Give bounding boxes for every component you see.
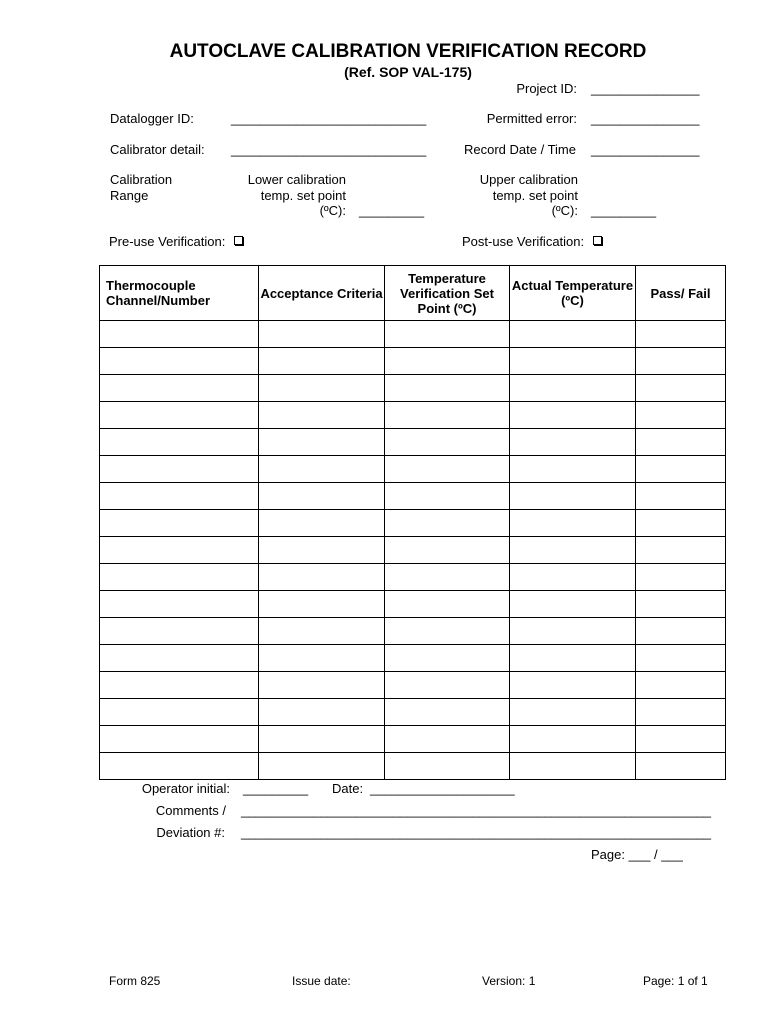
table-row bbox=[100, 672, 726, 699]
table-cell[interactable] bbox=[510, 672, 636, 699]
calibrator-detail-field[interactable]: ___________________________ bbox=[231, 142, 427, 157]
table-row bbox=[100, 510, 726, 537]
table-cell[interactable] bbox=[100, 564, 259, 591]
table-cell[interactable] bbox=[259, 348, 385, 375]
record-date-time-label: Record Date / Time bbox=[464, 142, 576, 157]
table-row bbox=[100, 537, 726, 564]
table-cell[interactable] bbox=[510, 510, 636, 537]
table-cell[interactable] bbox=[259, 618, 385, 645]
page-number-field[interactable]: ___ bbox=[628, 847, 651, 862]
upper-calibration-field[interactable]: _________ bbox=[591, 203, 657, 218]
table-cell[interactable] bbox=[636, 591, 726, 618]
table-row bbox=[100, 699, 726, 726]
deviation-label: Deviation #: bbox=[156, 825, 225, 840]
table-cell[interactable] bbox=[510, 645, 636, 672]
verification-table bbox=[99, 265, 726, 780]
post-use-verification-label: Post-use Verification: bbox=[462, 234, 585, 249]
table-cell[interactable] bbox=[259, 402, 385, 429]
table-cell[interactable] bbox=[259, 564, 385, 591]
table-cell[interactable] bbox=[385, 537, 510, 564]
table-row bbox=[100, 726, 726, 753]
pre-use-verification-label: Pre-use Verification: bbox=[109, 234, 226, 249]
table-cell[interactable] bbox=[100, 672, 259, 699]
table-cell[interactable] bbox=[636, 645, 726, 672]
table-cell[interactable] bbox=[385, 699, 510, 726]
table-row bbox=[100, 402, 726, 429]
table-cell[interactable] bbox=[510, 564, 636, 591]
pre-use-verification bbox=[109, 234, 243, 249]
table-cell[interactable] bbox=[100, 456, 259, 483]
table-cell[interactable] bbox=[636, 510, 726, 537]
table-cell[interactable] bbox=[510, 321, 636, 348]
page-separator: / bbox=[653, 847, 658, 862]
table-cell[interactable] bbox=[100, 618, 259, 645]
table-cell[interactable] bbox=[100, 645, 259, 672]
lower-calibration-field[interactable]: _________ bbox=[359, 203, 425, 218]
table-cell[interactable] bbox=[385, 618, 510, 645]
table-cell[interactable] bbox=[259, 510, 385, 537]
footer-version: Version: 1 bbox=[482, 974, 536, 988]
table-cell[interactable] bbox=[100, 429, 259, 456]
table-cell[interactable] bbox=[259, 456, 385, 483]
table-cell[interactable] bbox=[100, 726, 259, 753]
table-cell[interactable] bbox=[100, 321, 259, 348]
table-cell[interactable] bbox=[259, 699, 385, 726]
footer-page: Page: 1 of 1 bbox=[643, 974, 708, 988]
table-cell[interactable] bbox=[385, 726, 510, 753]
table-cell[interactable] bbox=[510, 429, 636, 456]
table-cell[interactable] bbox=[510, 375, 636, 402]
footer-form-number: Form 825 bbox=[109, 974, 161, 988]
table-cell[interactable] bbox=[100, 483, 259, 510]
table-cell[interactable] bbox=[636, 672, 726, 699]
table-cell[interactable] bbox=[100, 402, 259, 429]
table-cell[interactable] bbox=[385, 672, 510, 699]
permitted-error-field[interactable]: _______________ bbox=[591, 111, 700, 126]
table-cell[interactable] bbox=[636, 726, 726, 753]
post-use-verification bbox=[462, 234, 602, 249]
table-cell[interactable] bbox=[510, 402, 636, 429]
table-row bbox=[100, 564, 726, 591]
table-row bbox=[100, 456, 726, 483]
project-id-label: Project ID: bbox=[516, 81, 577, 96]
page-label: Page: bbox=[591, 847, 625, 862]
comments-field[interactable]: _________________________________________________________________ bbox=[241, 803, 711, 818]
table-cell[interactable] bbox=[385, 483, 510, 510]
datalogger-id-label: Datalogger ID: bbox=[110, 111, 194, 126]
table-cell[interactable] bbox=[100, 753, 259, 780]
table-row bbox=[100, 375, 726, 402]
table-row bbox=[100, 618, 726, 645]
table-cell[interactable] bbox=[385, 375, 510, 402]
table-cell[interactable] bbox=[510, 348, 636, 375]
table-header-row bbox=[100, 266, 726, 321]
operator-initial-label: Operator initial: bbox=[141, 781, 230, 796]
table-row bbox=[100, 348, 726, 375]
table-cell[interactable] bbox=[385, 564, 510, 591]
deviation-field[interactable]: _________________________________________________________________ bbox=[241, 825, 711, 840]
table-cell[interactable] bbox=[259, 726, 385, 753]
calibration-range-label-line1: Calibration bbox=[110, 172, 173, 187]
upper-calibration-label-line1: Upper calibration bbox=[479, 172, 578, 187]
table-cell[interactable] bbox=[259, 429, 385, 456]
table-cell[interactable] bbox=[385, 753, 510, 780]
upper-calibration-label-line2: temp. set point bbox=[492, 188, 578, 203]
table-cell[interactable] bbox=[636, 564, 726, 591]
table-row bbox=[100, 645, 726, 672]
table-cell[interactable] bbox=[385, 402, 510, 429]
table-cell[interactable] bbox=[636, 537, 726, 564]
page-count bbox=[591, 847, 683, 862]
table-cell[interactable] bbox=[510, 726, 636, 753]
table-cell[interactable] bbox=[100, 510, 259, 537]
table-cell[interactable] bbox=[385, 456, 510, 483]
lower-calibration-label-line2: temp. set point bbox=[260, 188, 346, 203]
comments-label: Comments / bbox=[155, 803, 226, 818]
date-field[interactable]: ____________________ bbox=[370, 781, 515, 796]
table-cell[interactable] bbox=[100, 348, 259, 375]
table-cell[interactable] bbox=[636, 429, 726, 456]
date-label: Date: bbox=[332, 781, 364, 796]
table-cell[interactable] bbox=[510, 753, 636, 780]
table-cell[interactable] bbox=[259, 483, 385, 510]
table-cell[interactable] bbox=[510, 699, 636, 726]
table-cell[interactable] bbox=[100, 591, 259, 618]
calibrator-detail-label: Calibrator detail: bbox=[110, 142, 205, 157]
table-cell[interactable] bbox=[385, 591, 510, 618]
table-cell[interactable] bbox=[510, 483, 636, 510]
column-header-acceptance: Acceptance Criteria bbox=[259, 266, 385, 321]
table-cell[interactable] bbox=[100, 699, 259, 726]
table-cell[interactable] bbox=[636, 456, 726, 483]
lower-calibration-label-line3: (ºC): bbox=[319, 203, 346, 218]
table-cell[interactable] bbox=[259, 591, 385, 618]
lower-calibration-label-line1: Lower calibration bbox=[247, 172, 346, 187]
table-cell[interactable] bbox=[385, 510, 510, 537]
page-total-field[interactable]: ___ bbox=[661, 847, 683, 862]
table-cell[interactable] bbox=[385, 645, 510, 672]
table-cell[interactable] bbox=[385, 429, 510, 456]
table-cell[interactable] bbox=[385, 321, 510, 348]
column-header-actual-temperature: Actual Temperature (ºC) bbox=[510, 266, 636, 321]
table-cell[interactable] bbox=[636, 483, 726, 510]
project-id-field[interactable]: _______________ bbox=[591, 81, 700, 96]
table-cell[interactable] bbox=[636, 348, 726, 375]
table-row bbox=[100, 483, 726, 510]
post-use-checkbox-icon[interactable] bbox=[593, 236, 602, 245]
table-cell[interactable] bbox=[636, 402, 726, 429]
upper-calibration-label-line3: (ºC): bbox=[551, 203, 578, 218]
table-row bbox=[100, 429, 726, 456]
table-cell[interactable] bbox=[259, 753, 385, 780]
table-cell[interactable] bbox=[259, 321, 385, 348]
table-cell[interactable] bbox=[636, 753, 726, 780]
table-row bbox=[100, 591, 726, 618]
pre-use-checkbox-icon[interactable] bbox=[234, 236, 243, 245]
record-date-time-field[interactable]: _______________ bbox=[591, 142, 700, 157]
table-cell[interactable] bbox=[100, 375, 259, 402]
sop-reference: (Ref. SOP VAL-175) bbox=[344, 64, 472, 80]
table-cell[interactable] bbox=[636, 321, 726, 348]
table-cell[interactable] bbox=[259, 645, 385, 672]
table-cell[interactable] bbox=[636, 699, 726, 726]
table-cell[interactable] bbox=[510, 537, 636, 564]
operator-initial-field[interactable]: _________ bbox=[243, 781, 309, 796]
table-row bbox=[100, 321, 726, 348]
table-cell[interactable] bbox=[510, 591, 636, 618]
datalogger-id-field[interactable]: ___________________________ bbox=[231, 111, 427, 126]
document-title: AUTOCLAVE CALIBRATION VERIFICATION RECORD bbox=[169, 41, 647, 62]
column-header-channel: Thermocouple Channel/Number bbox=[100, 266, 259, 321]
column-header-pass-fail: Pass/ Fail bbox=[636, 266, 726, 321]
permitted-error-label: Permitted error: bbox=[486, 111, 577, 126]
column-header-set-point: Temperature Verification Set Point (ºC) bbox=[385, 266, 510, 321]
table-cell[interactable] bbox=[510, 456, 636, 483]
calibration-range-label-line2: Range bbox=[110, 188, 149, 203]
table-cell[interactable] bbox=[510, 618, 636, 645]
table-row bbox=[100, 753, 726, 780]
table-cell[interactable] bbox=[259, 537, 385, 564]
footer-issue-date: Issue date: bbox=[292, 974, 351, 988]
table-cell[interactable] bbox=[259, 375, 385, 402]
table-cell[interactable] bbox=[636, 375, 726, 402]
table-cell[interactable] bbox=[385, 348, 510, 375]
table-body bbox=[100, 321, 726, 780]
table-cell[interactable] bbox=[636, 618, 726, 645]
table-cell[interactable] bbox=[100, 537, 259, 564]
table-cell[interactable] bbox=[259, 672, 385, 699]
